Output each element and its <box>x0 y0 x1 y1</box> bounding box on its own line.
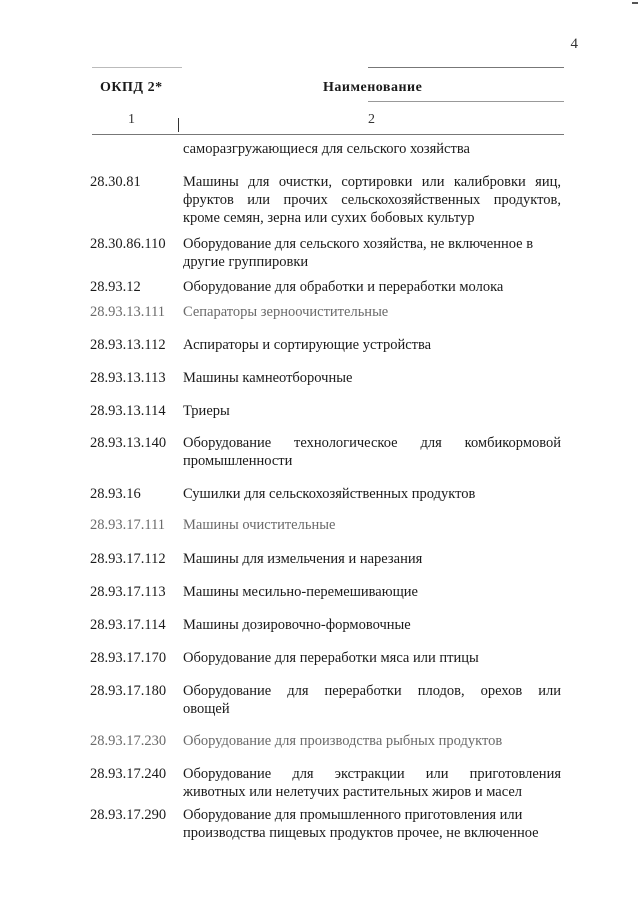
row-name <box>183 765 561 801</box>
continuation-text: саморазгружающиеся для сельского хозяйства <box>183 141 470 157</box>
page-number: 4 <box>570 36 578 52</box>
row-name <box>183 369 561 387</box>
row-name <box>183 402 561 420</box>
row-name-line: Машины дозировочно-формовочные <box>183 617 411 633</box>
column-separator <box>178 118 179 132</box>
column-number-2: 2 <box>368 112 375 127</box>
header-name-column: Наименование <box>323 80 423 95</box>
row-code: 28.93.12 <box>90 279 141 295</box>
row-code: 28.93.17.230 <box>90 733 167 749</box>
row-name-line: Машины для очистки, сортировки или калибровки яиц, <box>183 174 561 190</box>
row-name <box>183 485 561 503</box>
row-name <box>183 303 561 321</box>
column-number-1: 1 <box>128 112 135 127</box>
row-name-line: Оборудование для экстракции или приготовления <box>183 766 561 782</box>
row-name <box>183 583 561 601</box>
row-name-line: Сушилки для сельскохозяйственных продуктов <box>183 486 476 502</box>
row-name-line: Машины для измельчения и нарезания <box>183 551 423 567</box>
row-name-line: животных или нелетучих растительных жиров и масел <box>183 784 523 800</box>
row-name <box>183 278 561 296</box>
row-name <box>183 806 561 842</box>
row-code: 28.93.13.111 <box>90 304 166 320</box>
row-code: 28.93.13.113 <box>90 370 166 386</box>
row-name <box>183 235 561 271</box>
row-code: 28.93.13.112 <box>90 337 166 353</box>
row-name <box>183 173 561 227</box>
row-name-line: производства пищевых продуктов прочее, не включенное <box>183 825 539 841</box>
header-code-column: ОКПД 2* <box>100 80 163 95</box>
corner-mark <box>632 2 638 4</box>
row-code: 28.93.17.180 <box>90 683 167 699</box>
row-name-line: Оборудование для промышленного приготовления или <box>183 807 523 823</box>
row-name <box>183 616 561 634</box>
row-code: 28.93.17.114 <box>90 617 166 633</box>
row-code: 28.30.86.110 <box>90 236 166 252</box>
row-name <box>183 516 561 534</box>
header-top-rule-right <box>368 67 564 68</box>
row-name-line: Сепараторы зерноочистительные <box>183 304 389 320</box>
row-name <box>183 434 561 470</box>
row-name <box>183 649 561 667</box>
row-name-line: фруктов или прочих сельскохозяйственных продуктов, <box>183 192 561 208</box>
row-name-line: Машины камнеотборочные <box>183 370 353 386</box>
header-bottom-rule <box>92 134 564 135</box>
row-name-line: овощей <box>183 701 230 717</box>
row-name-line: Оборудование для сельского хозяйства, не включенное в <box>183 236 534 252</box>
row-code: 28.93.17.111 <box>90 517 166 533</box>
row-name-line: Оборудование технологическое для комбикормовой <box>183 435 561 451</box>
row-name-line: Оборудование для производства рыбных продуктов <box>183 733 503 749</box>
row-name-line: Аспираторы и сортирующие устройства <box>183 337 432 353</box>
row-code: 28.30.81 <box>90 174 141 190</box>
row-code: 28.93.17.112 <box>90 551 166 567</box>
row-name <box>183 682 561 718</box>
row-name <box>183 732 561 750</box>
row-name-line: Оборудование для переработки плодов, орехов или <box>183 683 561 699</box>
row-name-line: промышленности <box>183 453 293 469</box>
row-name-line: Машины очистительные <box>183 517 336 533</box>
header-top-rule-left <box>92 67 182 68</box>
row-name-line: Машины месильно-перемешивающие <box>183 584 418 600</box>
row-name-line: Триеры <box>183 403 230 419</box>
row-name-line: кроме семян, зерна или сухих бобовых культур <box>183 210 475 226</box>
header-mid-rule <box>368 101 564 102</box>
row-code: 28.93.17.240 <box>90 766 167 782</box>
row-code: 28.93.17.113 <box>90 584 166 600</box>
row-code: 28.93.17.170 <box>90 650 167 666</box>
row-name-line: Оборудование для переработки мяса или птицы <box>183 650 479 666</box>
row-name <box>183 550 561 568</box>
row-name-line: Оборудование для обработки и переработки молока <box>183 279 504 295</box>
row-code: 28.93.17.290 <box>90 807 167 823</box>
row-name-line: другие группировки <box>183 254 309 270</box>
row-code: 28.93.13.140 <box>90 435 167 451</box>
row-name <box>183 336 561 354</box>
row-code: 28.93.13.114 <box>90 403 166 419</box>
row-code: 28.93.16 <box>90 486 141 502</box>
